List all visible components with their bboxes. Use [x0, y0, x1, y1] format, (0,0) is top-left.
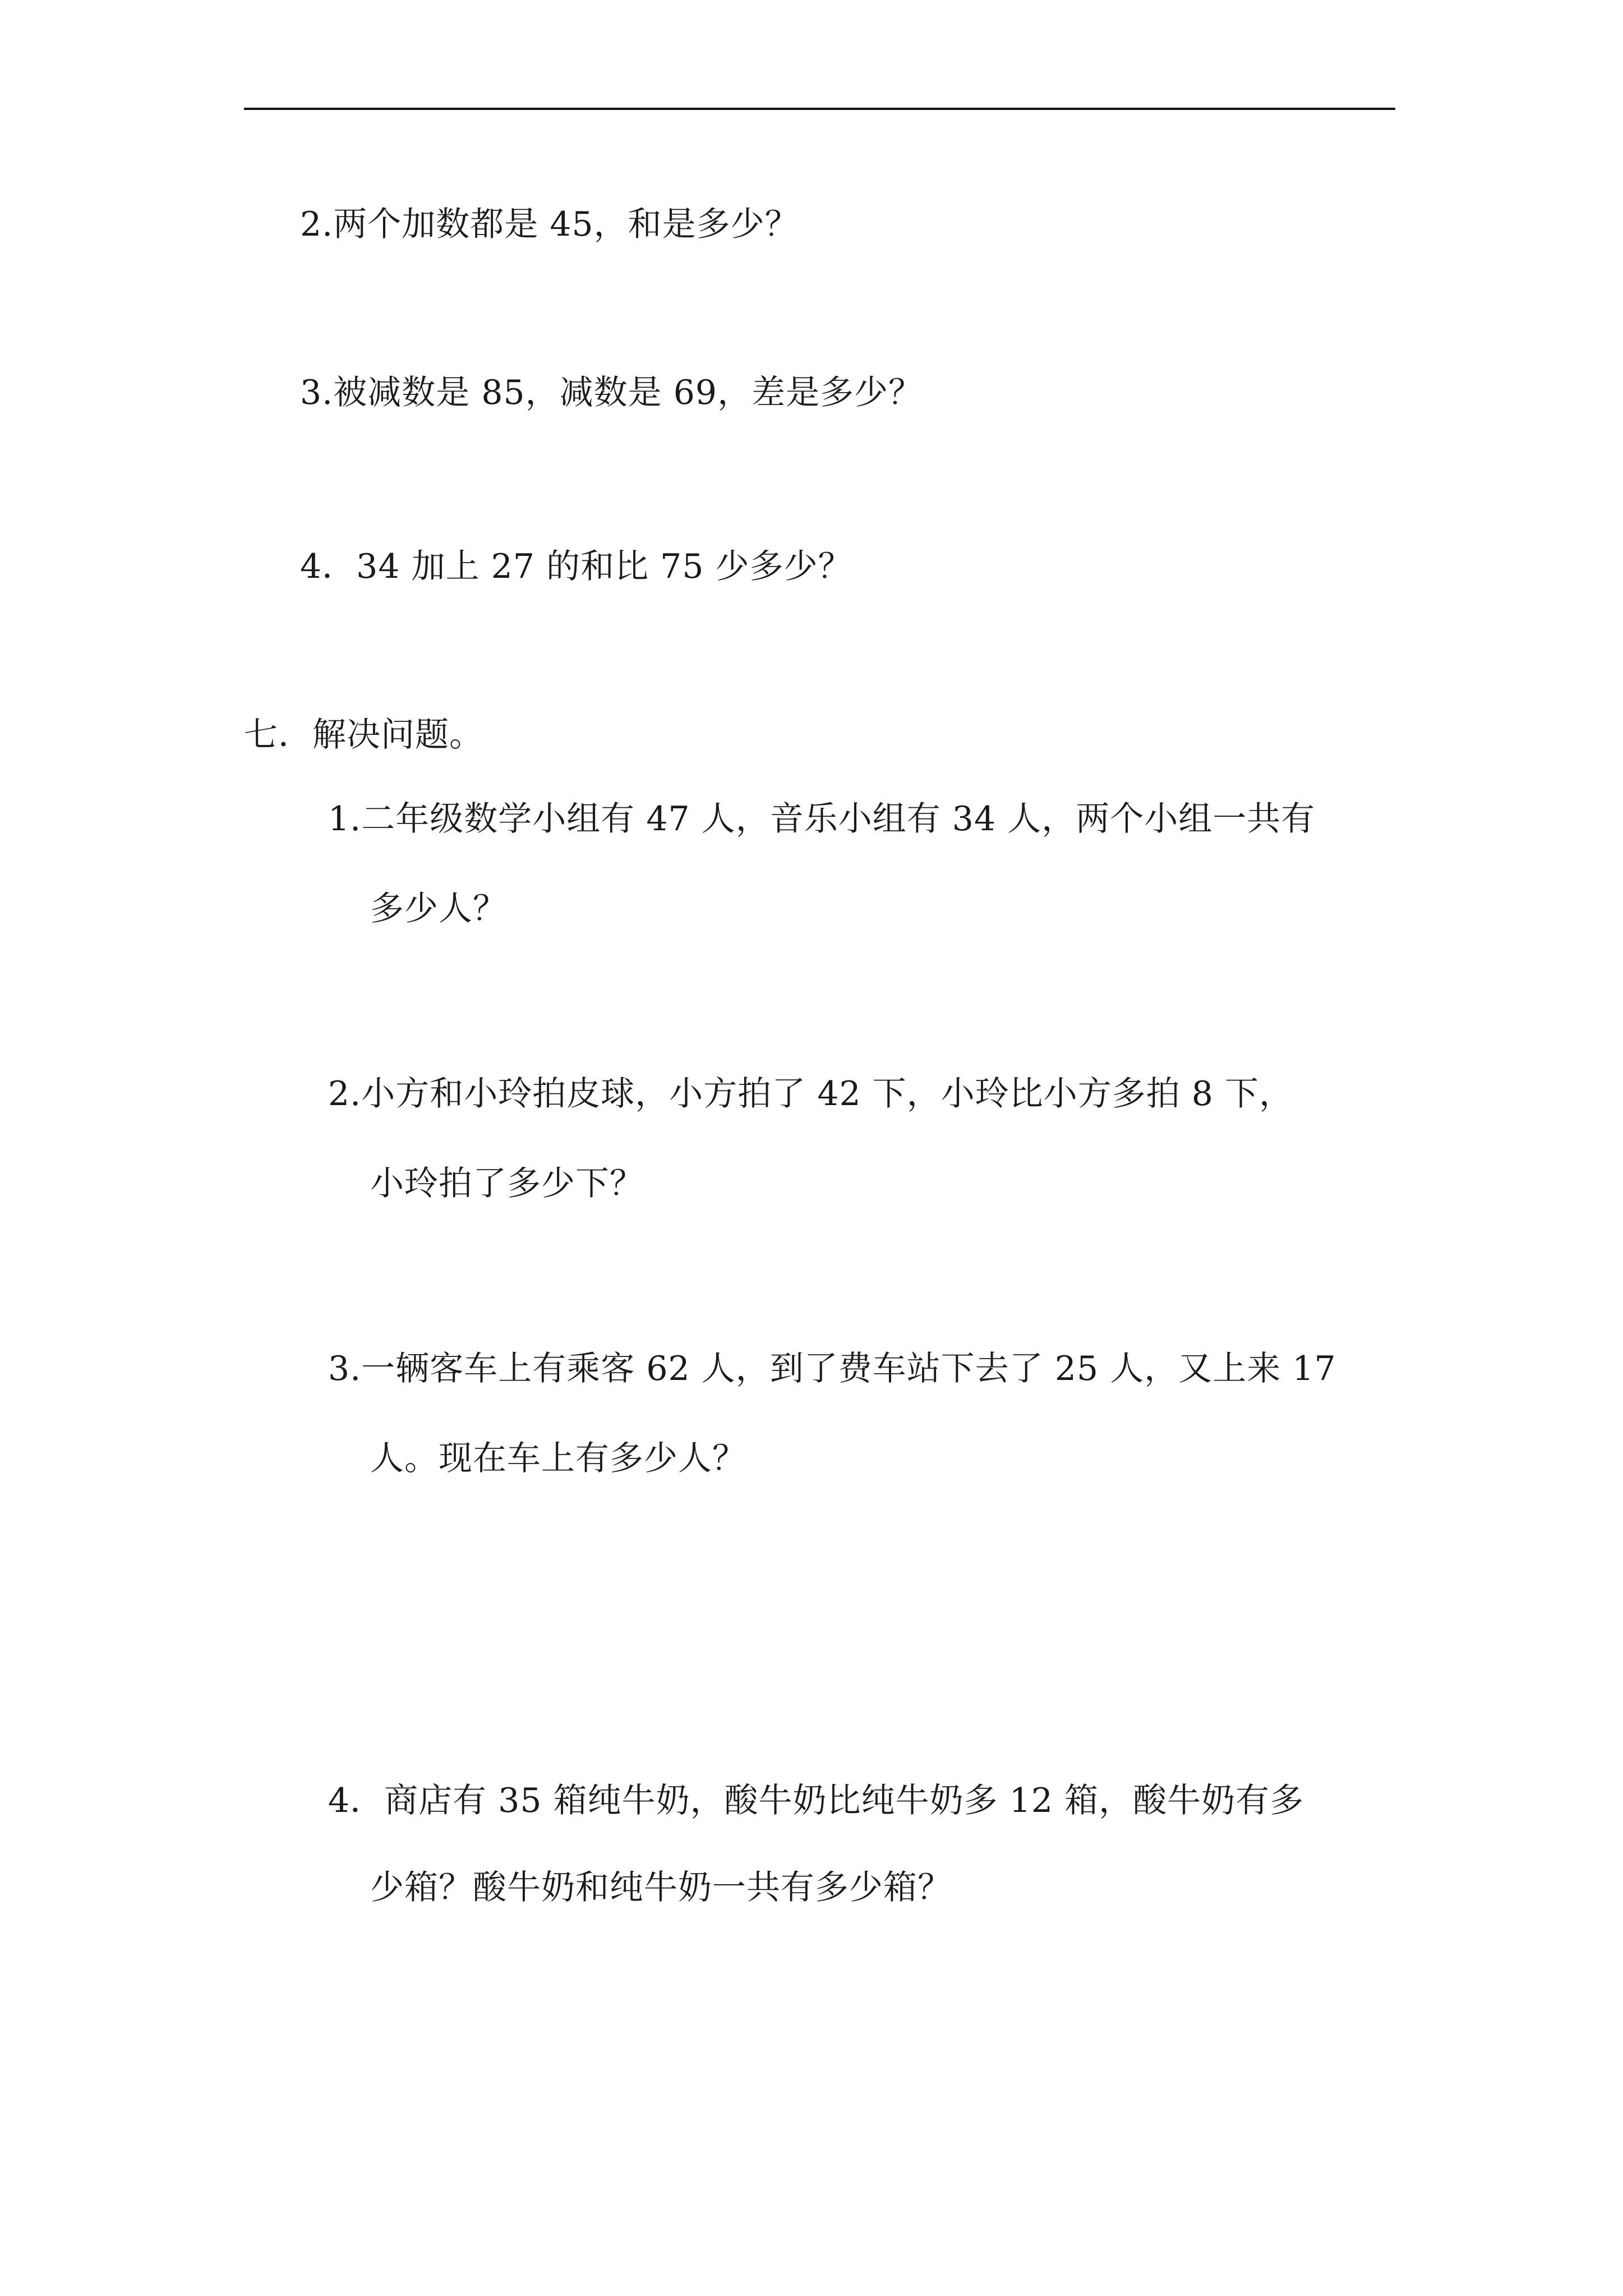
word-problem-3-line-1: 3.一辆客车上有乘客 62 人，到了费车站下去了 25 人，又上来 17 — [328, 1349, 1336, 1388]
calc-question-4: 4．34 加上 27 的和比 75 少多少？ — [300, 547, 852, 586]
calc-question-2: 2.两个加数都是 45，和是多少？ — [300, 205, 799, 244]
word-problem-4-line-1: 4．商店有 35 箱纯牛奶，酸牛奶比纯牛奶多 12 箱，酸牛奶有多 — [328, 1781, 1304, 1820]
word-problem-1-line-1: 1.二年级数学小组有 47 人，音乐小组有 34 人，两个小组一共有 — [328, 799, 1316, 839]
section-7-title: 七．解决问题。 — [244, 715, 483, 754]
calc-question-3: 3.被减数是 85，减数是 69，差是多少？ — [300, 373, 923, 412]
word-problem-2-line-1: 2.小方和小玲拍皮球，小方拍了 42 下，小玲比小方多拍 8 下， — [328, 1074, 1294, 1114]
word-problem-1-line-2: 多少人？ — [370, 889, 507, 928]
header-rule — [244, 108, 1395, 110]
word-problem-3-line-2: 人。现在车上有多少人？ — [370, 1439, 746, 1478]
word-problem-2-line-2: 小玲拍了多少下？ — [370, 1164, 644, 1203]
word-problem-4-line-2: 少箱？酸牛奶和纯牛奶一共有多少箱？ — [370, 1868, 952, 1907]
